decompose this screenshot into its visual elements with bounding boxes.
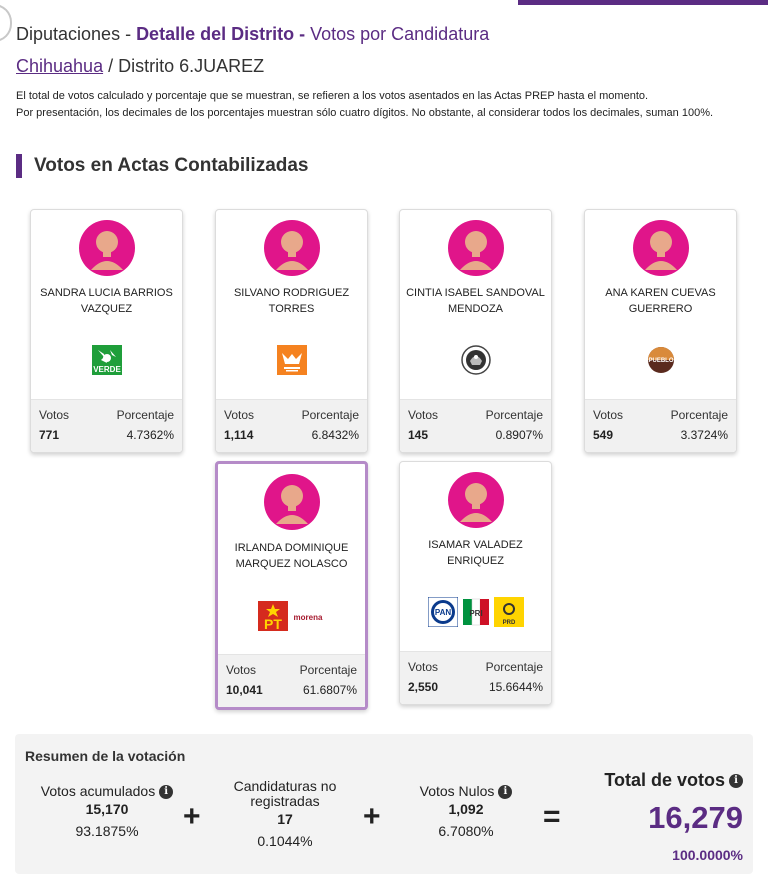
total-votes-percent: 100.0000%: [672, 847, 743, 863]
unregistered-percent: 0.1044%: [257, 833, 313, 849]
candidate-name: ANA KAREN CUEVAS GUERRERO: [605, 287, 716, 315]
independent-candidate-logo: [461, 345, 491, 375]
percent-label: Porcentaje: [299, 663, 357, 677]
info-icon[interactable]: i: [159, 785, 173, 799]
candidate-avatar-icon: [633, 220, 689, 276]
section-title: Votos en Actas Contabilizadas: [34, 155, 309, 176]
null-votes-label: Votos Nulos: [419, 783, 495, 799]
percent-label: Porcentaje: [485, 660, 543, 674]
info-icon[interactable]: i: [498, 785, 512, 799]
section-heading-bar: [16, 154, 22, 178]
unregistered-candidates-block: [225, 779, 345, 849]
candidate-card[interactable]: [399, 461, 552, 705]
party-pan-logo: [428, 597, 458, 627]
party-pri-logo: [461, 597, 491, 627]
candidate-card[interactable]: [30, 209, 183, 453]
percent-label: Porcentaje: [485, 408, 543, 422]
votes-label: Votos: [224, 408, 255, 422]
svg-text:PRI: PRI: [468, 609, 483, 618]
accumulated-percent: 93.1875%: [75, 823, 139, 840]
candidate-stats: [31, 399, 182, 452]
votes-label: Votos: [593, 408, 624, 422]
svg-text:PRD: PRD: [502, 620, 515, 626]
candidate-stats: [218, 654, 365, 707]
unregistered-value: 17: [277, 811, 293, 827]
percent-value: 61.6807%: [302, 683, 357, 697]
disclaimer-note: [16, 88, 756, 122]
breadcrumb: [16, 56, 264, 77]
null-votes-value: 1,092: [448, 801, 484, 818]
candidate-avatar-icon: [79, 220, 135, 276]
title-view: Votos por Candidatura: [305, 24, 490, 44]
top-accent-bar: [518, 0, 768, 5]
svg-text:PAN: PAN: [434, 608, 451, 617]
votes-label: Votos: [408, 408, 439, 422]
total-votes-label: [604, 770, 743, 791]
candidate-name: ISAMAR VALADEZ ENRIQUEZ: [428, 539, 523, 567]
null-votes-block: [403, 784, 529, 839]
party-logos: [400, 345, 551, 375]
percent-label: Porcentaje: [301, 408, 359, 422]
party-logos: [31, 345, 182, 375]
null-votes-percent: 6.7080%: [438, 823, 494, 840]
votes-label: Votos: [39, 408, 70, 422]
votes-value: 771: [39, 428, 60, 442]
votes-value: 549: [593, 428, 614, 442]
title-detail: Detalle del Distrito -: [136, 24, 306, 44]
votes-label: Votos: [226, 663, 257, 677]
title-election-type: Diputaciones -: [16, 24, 137, 44]
note-line-1: El total de votos calculado y porcentaje que se muestran, se refieren a los votos asentados en las Actas PREP hasta el momento.: [16, 90, 649, 102]
side-panel-handle[interactable]: [0, 4, 12, 42]
page-title: [16, 24, 489, 45]
party-logos: [216, 345, 367, 375]
svg-text:PUEBLO: PUEBLO: [647, 358, 674, 364]
accumulated-label: Votos acumulados: [40, 783, 156, 799]
votes-label: Votos: [408, 660, 439, 674]
percent-label: Porcentaje: [670, 408, 728, 422]
breadcrumb-separator: /: [103, 56, 119, 76]
candidate-avatar-icon: [448, 472, 504, 528]
plus-sign: +: [183, 800, 201, 833]
votes-value: 1,114: [224, 428, 254, 442]
party-logos: [400, 597, 551, 627]
percent-label: Porcentaje: [116, 408, 174, 422]
votes-value: 2,550: [408, 680, 439, 694]
info-icon[interactable]: i: [729, 774, 743, 788]
party-pt-logo: [258, 601, 288, 631]
candidate-stats: [400, 651, 551, 704]
unregistered-label: Candidaturas no registradas: [233, 778, 337, 809]
total-votes-value: 16,279: [648, 800, 743, 835]
plus-sign: +: [363, 800, 381, 833]
votes-value: 145: [408, 428, 429, 442]
vote-summary-panel: [15, 734, 753, 874]
candidate-card[interactable]: [584, 209, 737, 453]
candidate-name: SANDRA LUCIA BARRIOS VAZQUEZ: [40, 287, 173, 315]
svg-text:VERDE: VERDE: [92, 365, 121, 374]
party-movimiento-ciudadano-logo: [277, 345, 307, 375]
section-heading: [16, 154, 309, 178]
percent-value: 0.8907%: [495, 428, 543, 442]
svg-text:PT: PT: [264, 616, 282, 631]
party-prd-logo: [494, 597, 524, 627]
party-logos: [218, 601, 365, 631]
equals-sign: =: [543, 800, 561, 833]
percent-value: 4.7362%: [126, 428, 174, 442]
candidate-card[interactable]: [399, 209, 552, 453]
candidate-avatar-icon: [264, 220, 320, 276]
summary-title: Resumen de la votación: [25, 748, 186, 764]
svg-text:morena: morena: [293, 613, 323, 622]
accumulated-value: 15,170: [85, 801, 129, 818]
candidate-name: CINTIA ISABEL SANDOVAL MENDOZA: [406, 287, 545, 315]
total-label-text: Total de votos: [604, 770, 725, 790]
candidate-avatar-icon: [448, 220, 504, 276]
percent-value: 3.3724%: [680, 428, 728, 442]
breadcrumb-district: Distrito 6.JUAREZ: [118, 56, 265, 76]
candidate-name: IRLANDA DOMINIQUE MARQUEZ NOLASCO: [234, 542, 349, 570]
votes-value: 10,041: [226, 683, 263, 697]
candidate-name: SILVANO RODRIGUEZ TORRES: [233, 287, 350, 315]
candidate-stats: [585, 399, 736, 452]
accumulated-votes-block: [33, 784, 181, 839]
candidate-stats: [400, 399, 551, 452]
percent-value: 15.6644%: [488, 680, 543, 694]
note-line-2: Por presentación, los decimales de los porcentajes muestran sólo cuatro dígitos. No obstante, al considerar todos los decimales, suman 100%.: [16, 107, 714, 119]
party-logos: [585, 345, 736, 375]
breadcrumb-state-link[interactable]: Chihuahua: [16, 56, 104, 76]
candidate-card-selected[interactable]: [215, 461, 368, 710]
party-verde-logo: [92, 345, 122, 375]
candidate-card[interactable]: [215, 209, 368, 453]
party-pueblo-logo: [646, 345, 676, 375]
percent-value: 6.8432%: [311, 428, 359, 442]
candidate-avatar-icon: [264, 474, 320, 530]
candidate-stats: [216, 399, 367, 452]
party-morena-logo: [291, 601, 325, 631]
